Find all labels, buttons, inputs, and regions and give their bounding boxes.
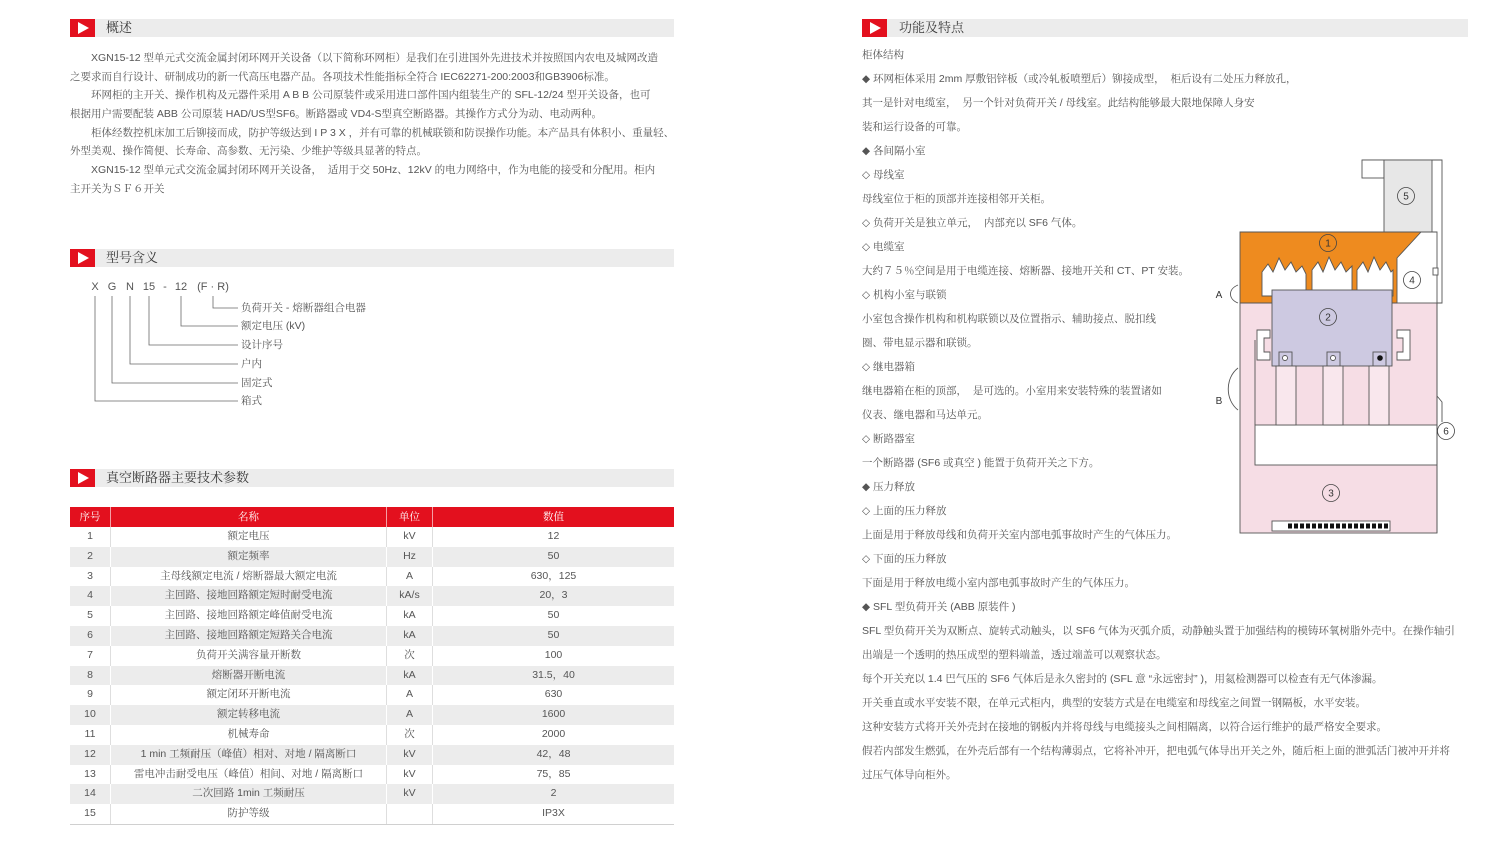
features-line: ◇ 下面的压力释放 [862,553,947,565]
play-triangle-icon [70,469,95,487]
cell-name: 主回路、接地回路额定短时耐受电流 [111,586,387,606]
table-row [70,765,674,785]
tree-line-voltage [181,296,238,326]
cell-value: 50 [547,549,560,562]
features-line: 小室包含操作机构和机构联锁以及位置指示、辅助接点、脱扣线 [862,313,1156,325]
overview-title: 概述 [106,20,133,35]
features-line: 开关垂直或水平安装不限，在单元式柜内，典型的安装方式是在电缆室和母线室之间置一钢隔板，水平安装。 [862,697,1366,709]
params-title: 真空断路器主要技术参数 [106,470,250,485]
features-line: SFL 型负荷开关为双断点、旋转式动触头，以 SF6 气体为灭弧介质，动静触头置于加强结构的模铸环氧树脂外壳中。在操作轴引 [862,625,1455,637]
features-line: 过压气体导向柜外。 [862,769,957,781]
features-line: 上面是用于释放母线和负荷开关室内部电弧事故时产生的气体压力。 [862,529,1177,541]
cell-unit: kV [387,784,433,804]
cell-no: 8 [70,666,111,686]
cell-value: 2000 [541,727,566,740]
header-unit: 单位 [387,507,433,527]
model-title: 型号含义 [106,250,159,265]
contact-point [1331,356,1336,361]
table-row [70,745,674,765]
contact-point-closed [1377,355,1383,361]
cell-unit: kV [387,745,433,765]
cell-no: 2 [70,547,111,567]
features-line: 下面是用于释放电缆小室内部电弧事故时产生的气体压力。 [862,577,1135,589]
features-line: 柜体结构 [862,49,904,61]
overview-paragraph-line: 之要求而自行设计、研制成功的新一代高压电器产品。各项技术性能指标全符合 IEC62271-200:2003和GB3906标准。 [70,70,615,83]
overview-paragraph-line: 柜体经数控机床加工后铆接而成，防护等级达到 I P 3 X ，并有可靠的机械联锁和防误操作功能。本产品具有体积小、重量轻、 [91,126,675,139]
tree-line-x [95,296,238,401]
model-meaning-design-no: 设计序号 [241,339,283,351]
cell-unit: kA [387,606,433,626]
features-line: ◇ 上面的压力释放 [862,505,947,517]
table-header-row [70,507,674,527]
cell-no: 14 [70,784,111,804]
cell-no: 6 [70,626,111,646]
side-tab [1433,268,1438,275]
model-code-n: N [126,281,134,293]
marker-6-label: 6 [1443,426,1449,438]
cell-name: 机械寿命 [111,725,387,745]
features-line: 继电器箱在柜的顶部， 是可选的。小室用来安装特殊的装置诸如 [862,385,1162,397]
features-line: ◇ 机构小室与联锁 [862,289,947,301]
table-row [70,666,674,686]
features-line: 装和运行设备的可靠。 [862,121,967,133]
model-meaning-g: 固定式 [241,377,273,389]
cell-unit: kA [387,626,433,646]
cell-value: 2 [550,787,557,800]
overview-paragraph-line: XGN15-12 型单元式交流金属封闭环网开关设备（以下简称环网柜）是我们在引进国外先进技术并按照国内农电及城网改造 [91,52,659,64]
cell-name: 额定闭环开断电流 [111,685,387,705]
features-line: 出端是一个透明的热压成型的塑料端盖，透过端盖可以观察状态。 [862,649,1167,661]
table-row [70,606,674,626]
table-row [70,626,674,646]
cell-value: 50 [547,628,560,641]
cell-unit: kA [387,666,433,686]
overview-paragraph-line: XGN15-12 型单元式交流金属封闭环网开关设备， 适用于交 50Hz、12kV 的电力网络中，作为电能的接受和分配用。柜内 [91,164,656,177]
features-line: ◇ 电缆室 [862,241,905,253]
cell-no: 11 [70,725,111,745]
cell-no: 7 [70,646,111,666]
table-row [70,527,674,547]
cell-unit: 次 [387,646,433,666]
fuses [1276,366,1389,425]
table-row [70,784,674,804]
features-line: 这种安装方式将开关外壳封在接地的钢板内并将母线与电缆接头之间相隔离，以符合运行维护的最严格安全要求。 [862,721,1387,733]
cell-name: 额定转移电流 [111,705,387,725]
table-row [70,685,674,705]
model-code-fr: (F · R) [197,281,229,293]
overview-text [70,49,674,199]
features-line: ◇ 继电器箱 [862,361,915,373]
cell-unit: A [387,685,433,705]
params-header [70,469,674,487]
features-line: ◆ 各间隔小室 [862,145,926,157]
model-code-tree [85,292,245,406]
cell-value: 630 [544,688,563,701]
cell-no: 9 [70,685,111,705]
cell-name: 1 min 工频耐压（峰值）相对、对地 / 隔离断口 [111,745,387,765]
play-triangle-icon [862,19,887,37]
features-line: 其一是针对电缆室， 另一个针对负荷开关 / 母线室。此结构能够最大限地保障人身安 [862,97,1255,109]
cell-name: 主回路、接地回路额定短路关合电流 [111,626,387,646]
cell-no: 4 [70,586,111,606]
cell-no: 12 [70,745,111,765]
cell-unit: kA/s [387,586,433,606]
cell-unit: A [387,705,433,725]
cell-no: 3 [70,567,111,587]
model-code-voltage: 12 [174,281,188,293]
cell-name: 额定频率 [111,547,387,567]
cell-name: 防护等级 [111,804,387,824]
model-meaning-fr: 负荷开关 - 熔断器组合电器 [241,302,366,314]
cell-unit: kV [387,527,433,547]
model-code-g: G [107,281,117,293]
cell-value: 12 [547,530,560,542]
cabinet-section-diagram [1205,150,1465,540]
model-meaning-voltage: 额定电压 (kV) [241,320,306,332]
table-body [70,527,674,825]
cell-unit: A [387,567,433,587]
cell-value: 100 [544,648,563,661]
tree-line-g [112,296,238,383]
model-header [70,249,674,267]
features-line: ◆ 环网柜体采用 2mm 厚敷铝锌板（或冷轧板喷塑后）铆接成型， 柜后设有二处压力释放孔， [862,73,1297,85]
table-row [70,725,674,745]
tree-line-design-no [149,296,238,345]
cell-value: 50 [547,609,560,622]
marker-1-label: 1 [1325,238,1331,250]
cell-value: 75，85 [536,767,571,780]
bracket-b [1228,368,1238,410]
cell-value: IP3X [542,807,565,820]
overview-paragraph-line: 主开关为ＳＦ６开关 [70,182,165,195]
cell-no: 1 [70,527,111,547]
play-triangle-icon [70,249,95,267]
cell-value: 31.5，40 [532,668,575,681]
contact-point [1283,356,1288,361]
overview-header [70,19,674,37]
params-table [70,507,674,825]
cell-name: 二次回路 1min 工频耐压 [111,784,387,804]
features-line: 圈、带电显示器和联锁。 [862,337,978,349]
marker-5-label: 5 [1403,191,1409,203]
cell-unit [387,804,433,824]
features-line: ◇ 母线室 [862,169,905,181]
cell-name: 负荷开关满容量开断数 [111,646,387,666]
play-triangle-icon [70,19,95,37]
table-row [70,547,674,567]
features-line: ◆ 压力释放 [862,481,915,493]
bracket-a [1231,285,1239,303]
header-name: 名称 [111,507,387,527]
table-row [70,646,674,666]
tree-line-n [130,296,238,364]
cell-name: 雷电冲击耐受电压（峰值）相间、对地 / 隔离断口 [111,765,387,785]
side-b-label: B [1215,396,1223,407]
table-row [70,567,674,587]
table-row [70,705,674,725]
cell-name: 额定电压 [111,527,387,547]
model-meaning-n: 户内 [241,358,262,370]
cell-name: 主母线额定电流 / 熔断器最大额定电流 [111,567,387,587]
cell-value: 42，48 [536,747,571,760]
features-line: 一个断路器 (SF6 或真空 ) 能置于负荷开关之下方。 [862,457,1100,469]
overview-paragraph-line: 根据用户需要配装 ABB 公司原装 HAD/US型SF6。断路器或 VD4-S型真空断路器。其操作方式分为动、电动两种。 [70,108,603,121]
features-line: 假若内部发生燃弧，在外壳后部有一个结构薄弱点，它将补冲开，把电弧气体导出开关之外，随后柜上面的泄弧活门被冲开并将 [862,745,1450,757]
cell-no: 13 [70,765,111,785]
overview-paragraph-line: 环网柜的主开关、操作机构及元器件采用 A B B 公司原装件或采用进口部件国内组装生产的 SFL-12/24 型开关设备，也可 [91,89,651,102]
features-line: 大约７５％空间是用于电缆连接、熔断器、接地开关和 CT、PT 安装。 [862,265,1190,277]
model-meaning-x: 箱式 [241,395,262,407]
cell-no: 5 [70,606,111,626]
cell-unit: kV [387,765,433,785]
header-value: 数值 [543,511,564,523]
features-line: ◆ SFL 型负荷开关 (ABB 原装件 ) [862,601,1016,613]
cell-value: 1600 [541,708,566,721]
features-line: ◇ 负荷开关是独立单元， 内部充以 SF6 气体。 [862,217,1083,229]
features-line: 母线室位于柜的顶部并连接相邻开关柜。 [862,193,1051,205]
table-row [70,804,674,824]
compartment-gap [1255,425,1437,465]
features-header [862,19,1468,37]
cell-unit: Hz [387,547,433,567]
features-line: 仪表、继电器和马达单元。 [862,409,988,421]
model-code-dash: - [163,281,167,293]
marker-4-label: 4 [1409,275,1415,287]
cell-unit: 次 [387,725,433,745]
cell-name: 主回路、接地回路额定峰值耐受电流 [111,606,387,626]
model-code-x: X [91,281,99,293]
header-no: 序号 [70,507,111,527]
marker-2-label: 2 [1325,312,1331,324]
side-a-label: A [1215,290,1223,301]
model-code-design-no: 15 [142,281,156,293]
cell-value: 20，3 [539,589,568,602]
table-row [70,586,674,606]
cell-no: 10 [70,705,111,725]
overview-paragraph-line: 外型美观、操作简便、长寿命、高参数、无污染、少维护等级具显著的特点。 [70,145,427,158]
cell-value: 630，125 [530,569,577,582]
features-title: 功能及特点 [899,20,965,35]
marker-6-leader [1437,396,1442,422]
cell-name: 熔断器开断电流 [111,666,387,686]
marker-3-label: 3 [1328,488,1334,500]
cell-no: 15 [70,804,111,824]
features-line: ◇ 断路器室 [862,433,915,445]
features-line: 每个开关充以 1.4 巴气压的 SF6 气体后是永久密封的 (SFL 意 “永远密封” )，用氦检测器可以检查有无气体渗漏。 [862,673,1383,685]
tree-line-fr [213,296,238,308]
